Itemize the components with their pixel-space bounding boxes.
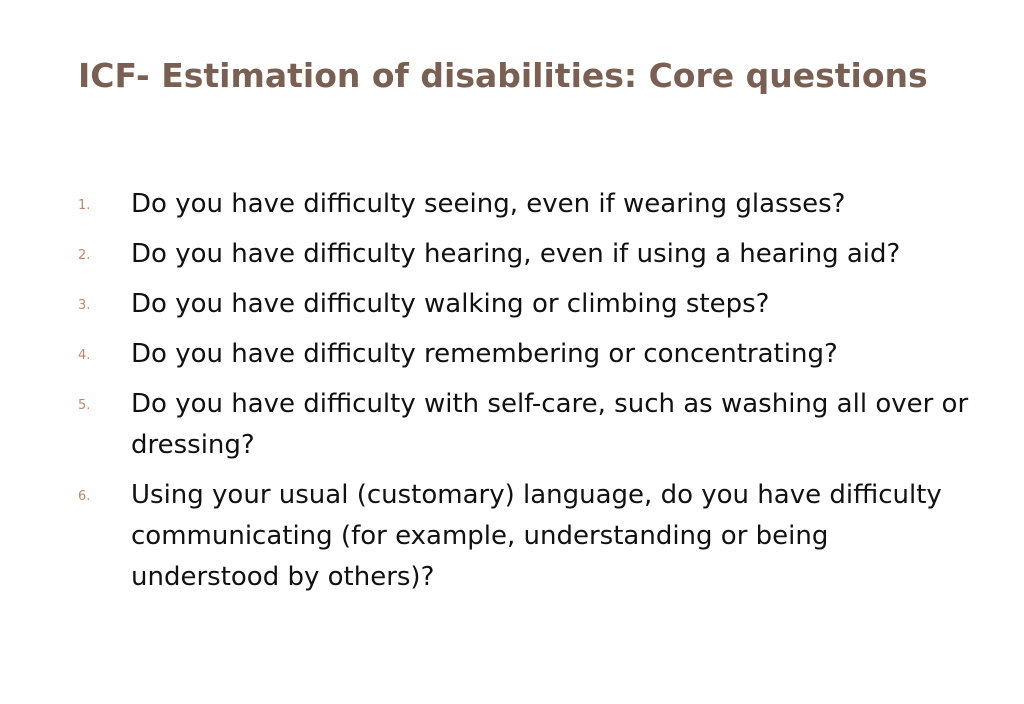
question-text: Do you have difficulty hearing, even if using a hearing aid?	[131, 239, 901, 269]
slide-title: ICF- Estimation of disabilities: Core questions	[78, 56, 928, 95]
list-number: 5.	[78, 398, 91, 413]
question-list	[78, 184, 978, 607]
question-text: Do you have difficulty with self-care, such as washing all over or dressing?	[131, 389, 969, 460]
list-item	[78, 184, 978, 225]
list-item	[78, 475, 978, 598]
list-number: 4.	[78, 348, 91, 363]
list-item	[78, 334, 978, 375]
list-item	[78, 384, 978, 466]
question-text: Do you have difficulty seeing, even if wearing glasses?	[131, 189, 846, 219]
question-text: Using your usual (customary) language, do you have difficulty communicating (for example, understanding or being understood by others)?	[131, 480, 942, 592]
question-text: Do you have difficulty walking or climbing steps?	[131, 289, 770, 319]
question-text: Do you have difficulty remembering or concentrating?	[131, 339, 838, 369]
list-item	[78, 234, 978, 275]
list-number: 2.	[78, 248, 91, 263]
list-number: 1.	[78, 198, 91, 213]
list-number: 6.	[78, 489, 91, 504]
list-number: 3.	[78, 298, 91, 313]
list-item	[78, 284, 978, 325]
